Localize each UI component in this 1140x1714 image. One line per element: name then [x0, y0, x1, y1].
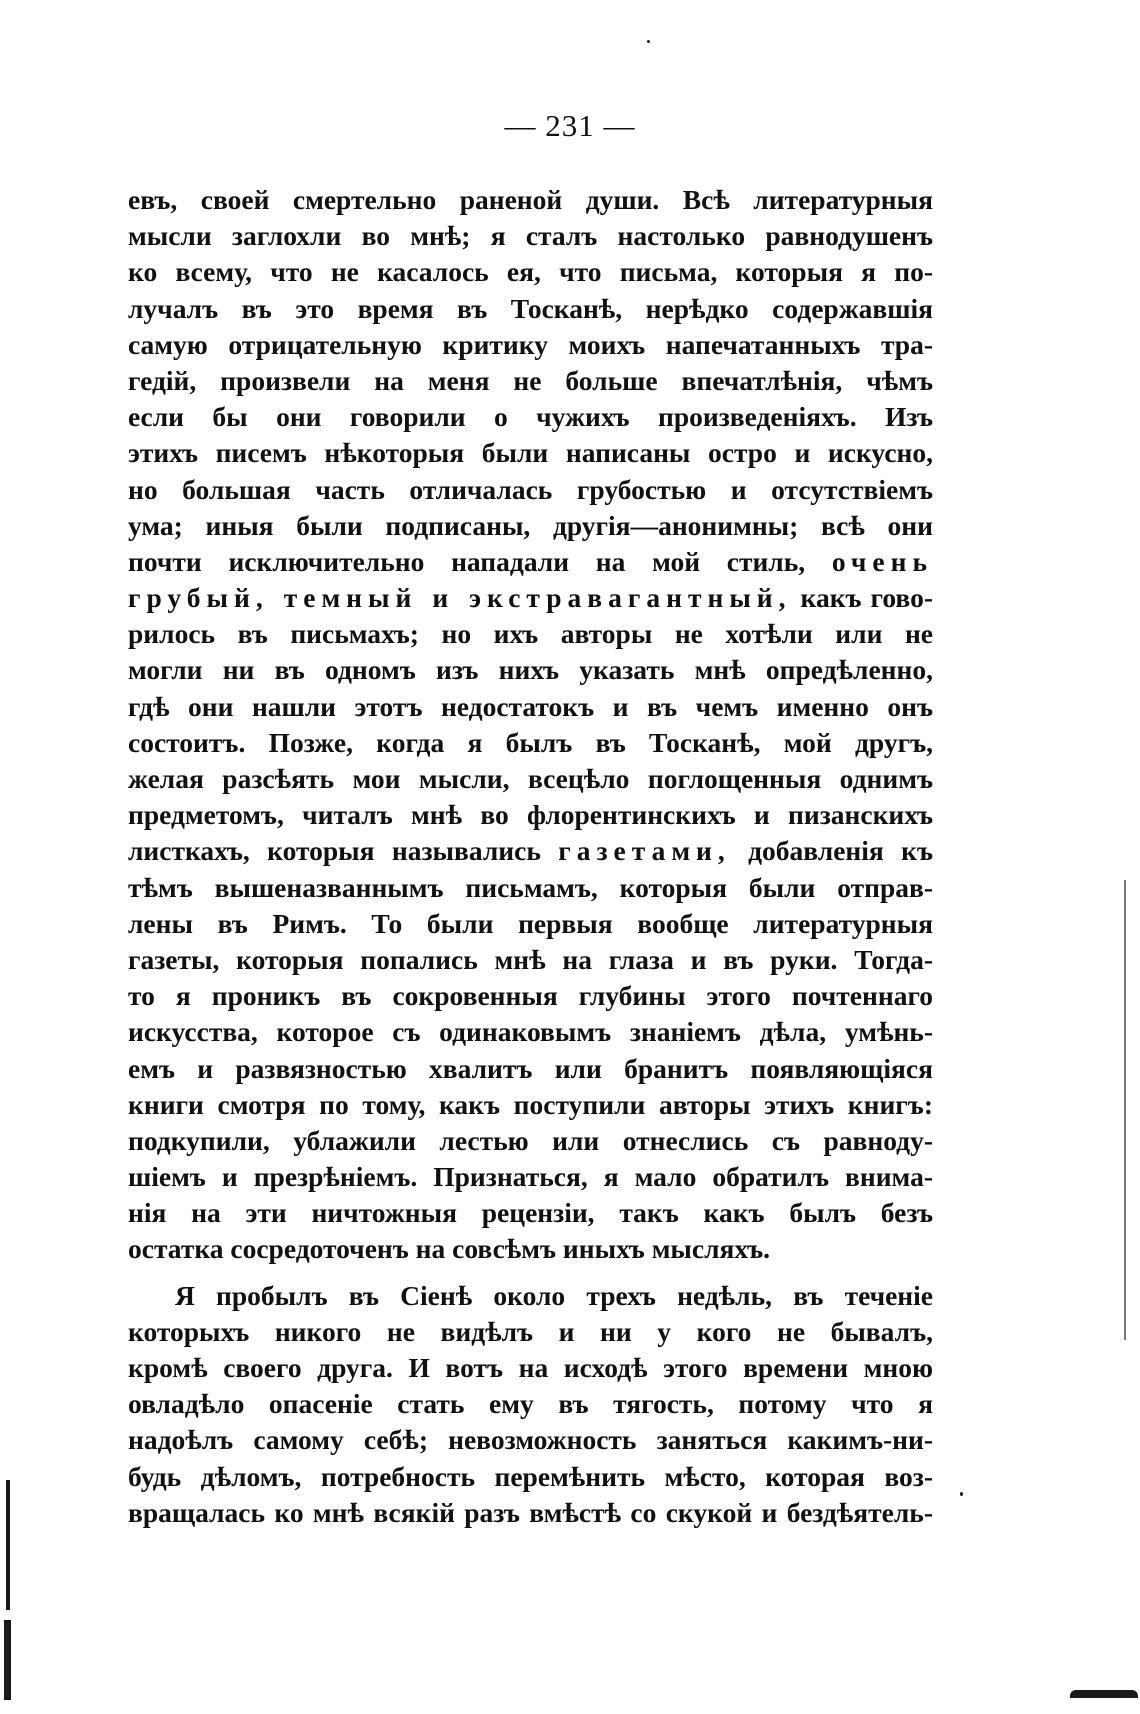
text-line: газеты, которыя попались мнѣ на глаза и въ руки. Тогда-: [128, 943, 933, 975]
text-fragment: листкахъ, которыя назывались: [128, 835, 541, 867]
page-body-text: [128, 182, 933, 1531]
text-line: ко всему, что не касалось ея, что письма, которыя я по-: [128, 256, 933, 288]
text-line: самую отрицательную критику моихъ напечатанныхъ тра-: [128, 328, 933, 360]
text-line: гдѣ они нашли этотъ недостатокъ и въ чемъ именно онъ: [128, 690, 933, 722]
text-line: будь дѣломъ, потребность перемѣнить мѣсто, которая воз-: [128, 1460, 933, 1492]
text-line: нія на эти ничтожныя рецензіи, такъ какъ былъ безъ: [128, 1197, 933, 1229]
text-line: емъ и развязностью хвалитъ или бранитъ появляющіяся: [128, 1052, 933, 1084]
scan-dot: [647, 40, 650, 43]
text-line: надоѣлъ самому себѣ; невозможность заняться какимъ-ни-: [128, 1424, 933, 1456]
text-line: если бы они говорили о чужихъ произведеніяхъ. Изъ: [128, 401, 933, 433]
text-line: вращалась ко мнѣ всякій разъ вмѣстѣ со скукой и бездѣятель-: [128, 1496, 933, 1528]
text-line: [128, 544, 933, 580]
text-line: книги смотря по тому, какъ поступили авторы этихъ книгъ:: [128, 1088, 933, 1120]
text-line: евъ, своей смертельно раненой души. Всѣ литературныя: [128, 184, 933, 215]
text-line: овладѣло опасеніе стать ему въ тягость, потому что я: [128, 1388, 933, 1420]
scan-dot: [960, 1492, 963, 1496]
text-line: кромѣ своего друга. И вотъ на исходѣ этого времени мною: [128, 1352, 933, 1383]
page-number: — 231 —: [504, 108, 636, 143]
scan-edge-mark: [1124, 880, 1126, 1340]
text-line: ума; иныя были подписаны, другія—анонимны; всѣ они: [128, 509, 933, 541]
text-line: остатка сосредоточенъ на совсѣмъ иныхъ мысляхъ.: [128, 1233, 771, 1265]
scan-edge-mark: [6, 1480, 10, 1610]
text-line: лучалъ въ это время въ Тосканѣ, нерѣдко содержавшія: [128, 292, 933, 324]
text-fragment: какъ гово-: [800, 582, 933, 614]
text-fragment: добавленія къ: [748, 835, 934, 867]
text-line: искусства, которое съ одинаковымъ знаніемъ дѣла, умѣнь-: [128, 1016, 933, 1048]
scan-corner-smudge: [1070, 1690, 1138, 1698]
paragraph-gap: [128, 1268, 933, 1278]
spaced-emphasis: газетами,: [558, 835, 731, 867]
text-line: желая разсѣять мои мысли, всецѣло поглощенныя однимъ: [128, 763, 933, 794]
text-line: подкупили, ублажили лестью или отнеслись съ равноду-: [128, 1124, 933, 1156]
scan-edge-mark: [4, 1620, 11, 1700]
text-line: гедій, произвели на меня не больше впечатлѣнія, чѣмъ: [128, 364, 933, 396]
text-line: тѣмъ вышеназваннымъ письмамъ, которыя были отправ-: [128, 871, 933, 903]
spaced-emphasis: очень: [831, 545, 933, 577]
text-line: то я проникъ въ сокровенныя глубины этого почтеннаго: [128, 980, 933, 1012]
text-line: рилось въ письмахъ; но ихъ авторы не хотѣли или не: [128, 618, 933, 650]
text-line: состоитъ. Позже, когда я былъ въ Тосканѣ, мой другъ,: [128, 726, 933, 758]
text-line: которыхъ никого не видѣлъ и ни у кого не бывалъ,: [128, 1315, 933, 1347]
text-line: мысли заглохли во мнѣ; я сталъ настолько равнодушенъ: [128, 220, 933, 252]
text-line: лены въ Римъ. То были первыя вообще литературныя: [128, 907, 933, 939]
text-line: предметомъ, читалъ мнѣ во флорентинскихъ и пизанскихъ: [128, 799, 933, 831]
text-line: [128, 833, 933, 869]
text-line: этихъ писемъ нѣкоторыя были написаны остро и искусно,: [128, 437, 933, 469]
text-line: могли ни въ одномъ изъ нихъ указать мнѣ опредѣленно,: [128, 654, 933, 686]
spaced-emphasis: грубый, темный и экстравагантный,: [128, 582, 792, 614]
text-fragment: почти исключительно нападали на мой стиль,: [128, 545, 806, 577]
text-line: но большая часть отличалась грубостью и отсутствіемъ: [128, 473, 933, 505]
text-line: [128, 580, 933, 616]
text-line: Я пробылъ въ Сіенѣ около трехъ недѣль, въ теченіе: [175, 1279, 933, 1311]
text-line: шіемъ и презрѣніемъ. Признаться, я мало обратилъ внима-: [128, 1161, 933, 1193]
